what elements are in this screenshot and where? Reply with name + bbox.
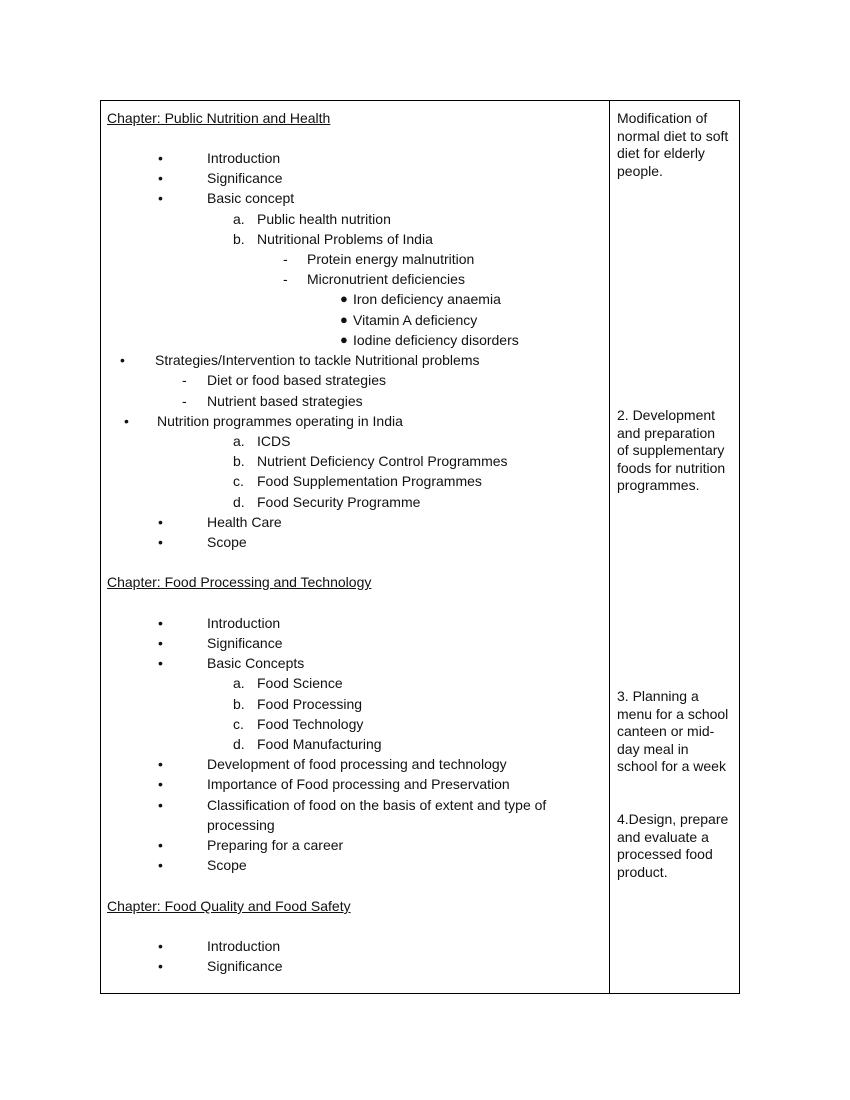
chapter-title: Chapter: Food Processing and Technology bbox=[107, 574, 372, 590]
letter-marker: b. bbox=[233, 696, 245, 712]
practical-column bbox=[611, 101, 739, 993]
dash-marker: - bbox=[283, 251, 288, 267]
list-item: Nutrient Deficiency Control Programmes bbox=[257, 453, 508, 469]
bullet-marker: • bbox=[124, 413, 129, 429]
bullet-marker: • bbox=[158, 857, 163, 873]
list-item: Public health nutrition bbox=[257, 211, 391, 227]
list-item: Nutritional Problems of India bbox=[257, 231, 433, 247]
practical-item: 2. Development and preparation of supplementary foods for nutrition programmes. bbox=[617, 407, 726, 494]
bullet-marker: • bbox=[158, 756, 163, 772]
practical-item: Modification of normal diet to soft diet for elderly people. bbox=[617, 110, 729, 179]
list-item: Diet or food based strategies bbox=[207, 372, 386, 388]
dot-marker: ● bbox=[340, 312, 348, 327]
list-item: Preparing for a career bbox=[207, 837, 344, 853]
dot-marker: ● bbox=[340, 332, 348, 347]
bullet-marker: • bbox=[120, 352, 125, 368]
list-item: Introduction bbox=[207, 938, 281, 954]
letter-marker: c. bbox=[233, 473, 244, 489]
bullet-marker: • bbox=[158, 615, 163, 631]
list-item: Food Processing bbox=[257, 696, 363, 712]
letter-marker: a. bbox=[233, 433, 245, 449]
theory-column bbox=[101, 101, 609, 993]
list-item: Introduction bbox=[207, 615, 281, 631]
list-item: Strategies/Intervention to tackle Nutritional problems bbox=[155, 352, 480, 368]
bullet-marker: • bbox=[158, 534, 163, 550]
bullet-marker: • bbox=[158, 170, 163, 186]
list-item: Health Care bbox=[207, 514, 282, 530]
list-item: Food Supplementation Programmes bbox=[257, 473, 482, 489]
bullet-marker: • bbox=[158, 635, 163, 651]
letter-marker: a. bbox=[233, 211, 245, 227]
list-item: Significance bbox=[207, 958, 283, 974]
list-item: Iodine deficiency disorders bbox=[353, 332, 519, 348]
column-divider bbox=[609, 101, 610, 993]
letter-marker: a. bbox=[233, 675, 245, 691]
list-item: Food Manufacturing bbox=[257, 736, 382, 752]
list-item: Protein energy malnutrition bbox=[307, 251, 475, 267]
list-item: Food Technology bbox=[257, 716, 364, 732]
letter-marker: b. bbox=[233, 453, 245, 469]
list-item: Basic concept bbox=[207, 190, 295, 206]
bullet-marker: • bbox=[158, 837, 163, 853]
practical-item: 4.Design, prepare and evaluate a processed food product. bbox=[617, 811, 729, 880]
dash-marker: - bbox=[283, 271, 288, 287]
bullet-marker: • bbox=[158, 514, 163, 530]
letter-marker: d. bbox=[233, 494, 245, 510]
letter-marker: c. bbox=[233, 716, 244, 732]
bullet-marker: • bbox=[158, 150, 163, 166]
letter-marker: b. bbox=[233, 231, 245, 247]
list-item: Food Science bbox=[257, 675, 343, 691]
list-item: Significance bbox=[207, 170, 283, 186]
list-item: Food Security Programme bbox=[257, 494, 421, 510]
bullet-marker: • bbox=[158, 958, 163, 974]
list-item: Development of food processing and technology bbox=[207, 756, 507, 772]
list-item-continuation: processing bbox=[207, 817, 275, 833]
bullet-marker: • bbox=[158, 938, 163, 954]
bullet-marker: • bbox=[158, 655, 163, 671]
chapter-title: Chapter: Food Quality and Food Safety bbox=[107, 898, 351, 914]
list-item: Vitamin A deficiency bbox=[353, 312, 478, 328]
list-item: Importance of Food processing and Preservation bbox=[207, 776, 510, 792]
dash-marker: - bbox=[182, 393, 187, 409]
list-item: Nutrition programmes operating in India bbox=[157, 413, 403, 429]
list-item: Basic Concepts bbox=[207, 655, 305, 671]
bullet-marker: • bbox=[158, 776, 163, 792]
letter-marker: d. bbox=[233, 736, 245, 752]
list-item: Micronutrient deficiencies bbox=[307, 271, 465, 287]
list-item: Scope bbox=[207, 534, 247, 550]
syllabus-table bbox=[100, 100, 740, 994]
chapter-title: Chapter: Public Nutrition and Health bbox=[107, 110, 331, 126]
list-item: Nutrient based strategies bbox=[207, 393, 363, 409]
list-item: Scope bbox=[207, 857, 247, 873]
list-item: Significance bbox=[207, 635, 283, 651]
practical-item: 3. Planning a menu for a school canteen or mid-day meal in school for a week bbox=[617, 688, 729, 775]
dash-marker: - bbox=[182, 372, 187, 388]
list-item: Iron deficiency anaemia bbox=[353, 291, 501, 307]
bullet-marker: • bbox=[158, 190, 163, 206]
bullet-marker: • bbox=[158, 797, 163, 813]
list-item: ICDS bbox=[257, 433, 291, 449]
list-item: Introduction bbox=[207, 150, 281, 166]
list-item: Classification of food on the basis of extent and type of bbox=[207, 797, 547, 813]
dot-marker: ● bbox=[340, 291, 348, 306]
